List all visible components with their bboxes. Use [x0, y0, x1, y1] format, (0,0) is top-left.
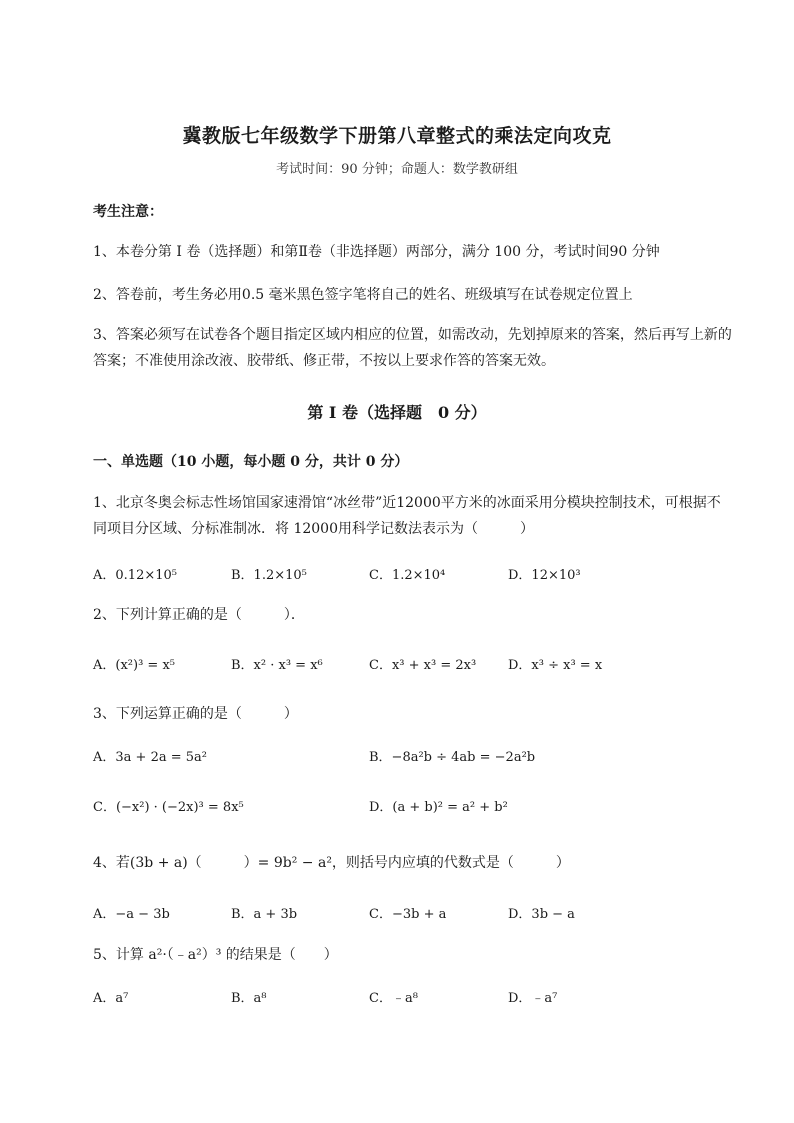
exam-subtitle: 考试时间：90 分钟；命题人：数学教研组: [276, 162, 518, 177]
option-d: D．﹣a⁷: [508, 991, 558, 1006]
question-stem: 3、下列运算正确的是（ ）: [93, 706, 298, 722]
option-a: A．0.12×10⁵: [93, 568, 177, 583]
option-c: C．(−x²) · (−2x)³ = 8x⁵: [93, 800, 244, 815]
option-d: D．3b − a: [508, 907, 575, 922]
page-title: 冀教版七年级数学下册第八章整式的乘法定向攻克: [182, 125, 612, 147]
option-b: B．−8a²b ÷ 4ab = −2a²b: [369, 750, 536, 765]
option-b: B．x² · x³ = x⁶: [231, 658, 323, 673]
option-a: A．−a − 3b: [93, 907, 170, 922]
option-d: D．(a + b)² = a² + b²: [369, 800, 508, 815]
option-c: C．x³ + x³ = 2x³: [369, 658, 477, 673]
part-heading: 第 I 卷（选择题 0 分）: [307, 403, 487, 422]
option-a: A．a⁷: [93, 991, 129, 1006]
option-d: D．12×10³: [508, 568, 581, 583]
option-c: C．﹣a⁸: [369, 991, 418, 1006]
question-stem: 4、若(3b + a)（ ）= 9b² − a²，则括号内应填的代数式是（ ）: [93, 855, 570, 871]
option-b: B．a⁸: [231, 991, 267, 1006]
question-stem: 1、北京冬奥会标志性场馆国家速滑馆“冰丝带”近12000平方米的冰面采用分模块控制技术，可根据不同项目分区域、分标准制冰．将 12000用科学记数法表示为（ ）: [93, 495, 721, 537]
option-a: A．3a + 2a = 5a²: [93, 750, 207, 765]
notice-item: 1、本卷分第 I 卷（选择题）和第Ⅱ卷（非选择题）两部分，满分 100 分，考试时间90 分钟: [93, 244, 660, 260]
question-stem: 2、下列计算正确的是（ ）．: [93, 607, 305, 623]
notice-item: 2、答卷前，考生务必用0.5 毫米黑色签字笔将自己的姓名、班级填写在试卷规定位置上: [93, 287, 633, 303]
notice-heading: 考生注意：: [93, 204, 163, 220]
option-c: C．1.2×10⁴: [369, 568, 446, 583]
option-d: D．x³ ÷ x³ = x: [508, 658, 603, 673]
option-a: A．(x²)³ = x⁵: [93, 658, 175, 673]
question-stem: 5、计算 a²·（﹣a²）³ 的结果是（ ）: [93, 947, 338, 963]
notice-item: 3、答案必须写在试卷各个题目指定区域内相应的位置，如需改动，先划掉原来的答案，然后再写上新的答案；不准使用涂改液、胶带纸、修正带，不按以上要求作答的答案无效。: [93, 327, 732, 369]
option-b: B．a + 3b: [231, 907, 298, 922]
section-heading: 一、单选题（10 小题，每小题 0 分，共计 0 分）: [93, 454, 409, 470]
option-b: B．1.2×10⁵: [231, 568, 307, 583]
option-c: C．−3b + a: [369, 907, 447, 922]
